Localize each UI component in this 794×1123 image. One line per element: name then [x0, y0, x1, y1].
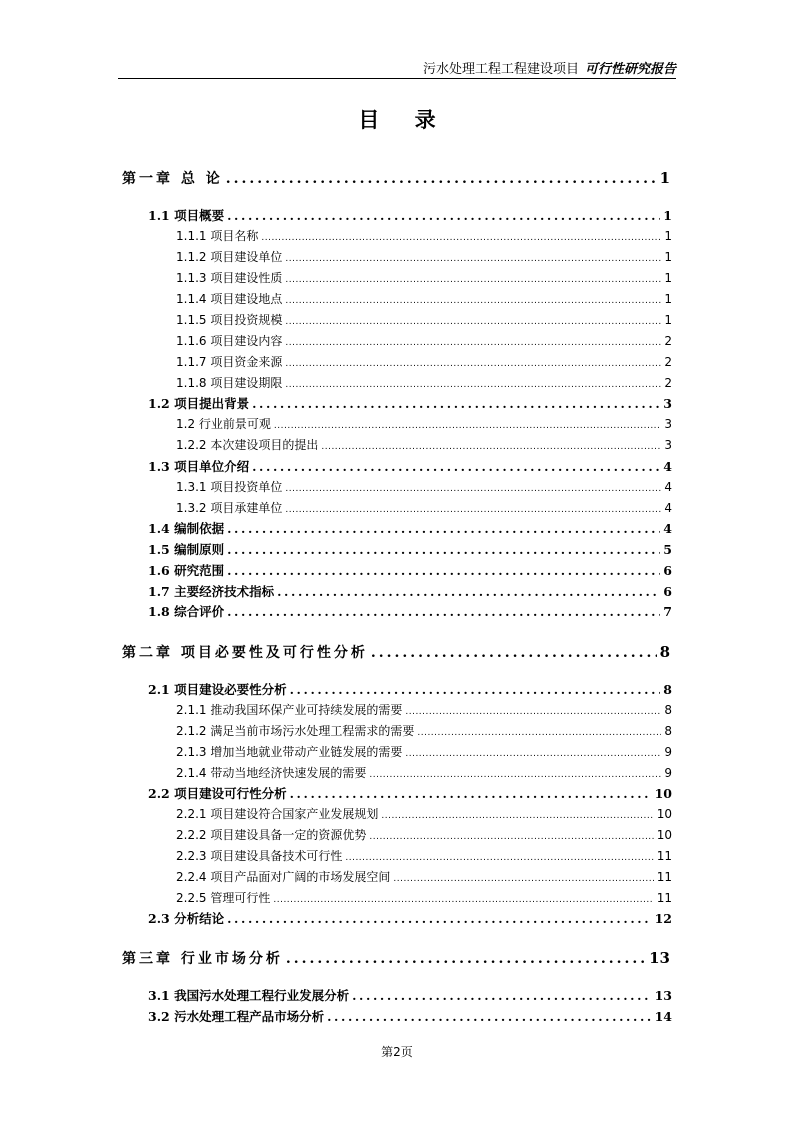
toc-entry-page: 8: [664, 703, 672, 717]
toc-entry-sub[interactable]: [176, 826, 672, 843]
toc-entry-sec[interactable]: [148, 1007, 672, 1025]
toc-entry-chapter[interactable]: [122, 642, 670, 662]
toc-entry-page: 9: [664, 766, 672, 780]
toc-dot-leader: [369, 770, 661, 780]
toc-entry-sec[interactable]: [148, 909, 672, 927]
toc-entry-page: 13: [654, 988, 672, 1003]
toc-dot-leader: [327, 1009, 651, 1024]
toc-entry-sub[interactable]: [176, 722, 672, 739]
toc-entry-label: 1.1.4 项目建设地点: [176, 292, 283, 306]
toc-entry-page: 3: [664, 438, 672, 452]
toc-dot-leader: [285, 380, 661, 390]
toc-dot-leader: [290, 682, 661, 697]
toc-dot-leader: [290, 786, 652, 801]
toc-entry-label: 第一章 总 论: [122, 171, 223, 187]
toc-entry-sub[interactable]: [176, 701, 672, 718]
toc-entry-label: 2.1.4 带动当地经济快速发展的需要: [176, 766, 367, 780]
toc-dot-leader: [285, 254, 661, 264]
toc-entry-page: 8: [664, 724, 672, 738]
toc-dot-leader: [286, 951, 646, 967]
toc-entry-page: 8: [659, 643, 670, 661]
toc-dot-leader: [371, 645, 657, 661]
toc-entry-label: 1.8 综合评价: [148, 604, 225, 619]
toc-dot-leader: [227, 604, 660, 619]
toc-entry-label: 1.2 项目提出背景: [148, 396, 250, 411]
toc-entry-label: 1.1 项目概要: [148, 208, 225, 223]
toc-entry-page: 11: [656, 891, 672, 905]
toc-entry-sec[interactable]: [148, 986, 672, 1004]
toc-entry-label: 1.5 编制原则: [148, 542, 225, 557]
toc-entry-sec[interactable]: [148, 784, 672, 802]
toc-entry-label: 1.1.5 项目投资规模: [176, 313, 283, 327]
toc-entry-label: 2.2.5 管理可行性: [176, 891, 271, 905]
toc-entry-page: 1: [664, 250, 672, 264]
toc-entry-page: 4: [664, 480, 672, 494]
toc-dot-leader: [285, 359, 661, 369]
toc-entry-chapter[interactable]: [122, 168, 670, 188]
page-number: 第2页: [381, 1045, 413, 1059]
toc-entry-label: 2.1 项目建设必要性分析: [148, 682, 287, 697]
toc-entry-page: 1: [664, 313, 672, 327]
toc-entry-sub[interactable]: [176, 805, 672, 822]
toc-entry-page: 2: [664, 355, 672, 369]
toc-entry-sub[interactable]: [176, 269, 672, 286]
toc-entry-label: 1.7 主要经济技术指标: [148, 584, 275, 599]
toc-dot-leader: [227, 521, 660, 536]
toc-entry-sub[interactable]: [176, 889, 672, 906]
toc-entry-sub[interactable]: [176, 332, 672, 349]
toc-dot-leader: [252, 459, 660, 474]
toc-entry-label: 1.3.1 项目投资单位: [176, 480, 283, 494]
toc-entry-page: 3: [663, 396, 672, 411]
toc-entry-label: 1.2.2 本次建设项目的提出: [176, 438, 319, 452]
toc-dot-leader: [352, 988, 651, 1003]
toc-entry-sec[interactable]: [148, 561, 672, 579]
toc-entry-sub[interactable]: [176, 868, 672, 885]
toc-dot-leader: [321, 442, 661, 452]
toc-entry-label: 2.2.2 项目建设具备一定的资源优势: [176, 828, 367, 842]
toc-entry-label: 第三章 行业市场分析: [122, 951, 283, 967]
toc-entry-page: 6: [663, 563, 672, 578]
toc-entry-page: 2: [664, 376, 672, 390]
toc-entry-label: 1.1.2 项目建设单位: [176, 250, 283, 264]
toc-dot-leader: [252, 396, 660, 411]
toc-dot-leader: [273, 895, 653, 905]
toc-entry-label: 2.2.1 项目建设符合国家产业发展规划: [176, 807, 379, 821]
toc-dot-leader: [285, 275, 661, 285]
toc-dot-leader: [417, 728, 661, 738]
toc-entry-page: 7: [663, 604, 672, 619]
toc-entry-sub[interactable]: [176, 353, 672, 370]
toc-dot-leader: [285, 317, 661, 327]
toc-entry-page: 11: [656, 849, 672, 863]
toc-entry-page: 4: [664, 501, 672, 515]
toc-entry-page: 5: [663, 542, 672, 557]
toc-entry-sec[interactable]: [148, 680, 672, 698]
toc-entry-label: 2.1.2 满足当前市场污水处理工程需求的需要: [176, 724, 415, 738]
toc-entry-page: 13: [649, 949, 670, 967]
toc-entry-label: 1.1.1 项目名称: [176, 229, 259, 243]
toc-entry-label: 1.1.7 项目资金来源: [176, 355, 283, 369]
toc-dot-leader: [227, 563, 660, 578]
toc-entry-page: 14: [654, 1009, 672, 1024]
toc-dot-leader: [285, 484, 661, 494]
toc-dot-leader: [261, 233, 661, 243]
toc-dot-leader: [227, 911, 651, 926]
toc-entry-sec[interactable]: [148, 602, 672, 620]
toc-entry-sec[interactable]: [148, 457, 672, 475]
toc-entry-label: 1.4 编制依据: [148, 521, 225, 536]
toc-entry-page: 10: [656, 828, 672, 842]
toc-dot-leader: [405, 749, 661, 759]
toc-entry-page: 8: [663, 682, 672, 697]
toc-dot-leader: [369, 832, 653, 842]
toc-entry-sub[interactable]: [176, 311, 672, 328]
toc-entry-page: 2: [664, 334, 672, 348]
toc-entry-sec[interactable]: [148, 519, 672, 537]
toc-entry-page: 12: [654, 911, 672, 926]
toc-entry-label: 第二章 项目必要性及可行性分析: [122, 645, 368, 661]
toc-dot-leader: [381, 811, 653, 821]
toc-entry-page: 1: [664, 292, 672, 306]
toc-entry-label: 3.1 我国污水处理工程行业发展分析: [148, 988, 350, 1003]
toc-entry-label: 1.3 项目单位介绍: [148, 459, 250, 474]
toc-dot-leader: [227, 208, 660, 223]
toc-dot-leader: [405, 707, 661, 717]
toc-entry-page: 1: [663, 208, 672, 223]
toc-entry-page: 4: [663, 521, 672, 536]
toc-entry-page: 6: [663, 584, 672, 599]
toc-entry-page: 9: [664, 745, 672, 759]
toc-dot-leader: [285, 338, 661, 348]
toc-entry-sub[interactable]: [176, 227, 672, 244]
toc-entry-label: 1.1.8 项目建设期限: [176, 376, 283, 390]
toc-entry-sec[interactable]: [148, 394, 672, 412]
toc-entry-label: 3.2 污水处理工程产品市场分析: [148, 1009, 325, 1024]
toc-entry-page: 10: [656, 807, 672, 821]
toc-entry-sub[interactable]: [176, 743, 672, 760]
toc-entry-label: 1.1.6 项目建设内容: [176, 334, 283, 348]
toc-entry-label: 2.3 分析结论: [148, 911, 225, 926]
toc-dot-leader: [277, 584, 660, 599]
toc-dot-leader: [345, 853, 653, 863]
toc-entry-sub[interactable]: [176, 478, 672, 495]
toc-entry-sub[interactable]: [176, 764, 672, 781]
toc-entry-sec[interactable]: [148, 540, 672, 558]
toc-dot-leader: [393, 874, 653, 884]
toc-entry-sub[interactable]: [176, 248, 672, 265]
toc-entry-sec[interactable]: [148, 582, 672, 600]
toc-entry-page: 1: [664, 271, 672, 285]
toc-entry-sub[interactable]: [176, 374, 672, 391]
toc-title: 目 录: [358, 107, 450, 132]
toc-entry-label: 2.1.1 推动我国环保产业可持续发展的需要: [176, 703, 403, 717]
toc-dot-leader: [285, 296, 661, 306]
toc-dot-leader: [227, 542, 660, 557]
toc-entry-sub[interactable]: [176, 499, 672, 516]
toc-entry-label: 2.1.3 增加当地就业带动产业链发展的需要: [176, 745, 403, 759]
toc-entry-label: 1.3.2 项目承建单位: [176, 501, 283, 515]
toc-entry-label: 2.2.4 项目产品面对广阔的市场发展空间: [176, 870, 391, 884]
toc-entry-sub[interactable]: [176, 436, 672, 453]
toc-entry-page: 10: [654, 786, 672, 801]
header-subtitle: 可行性研究报告: [584, 62, 676, 77]
toc-entry-sec[interactable]: [148, 206, 672, 224]
toc-entry-page: 3: [664, 417, 672, 431]
toc-dot-leader: [274, 421, 661, 431]
toc-entry-page: 1: [664, 229, 672, 243]
toc-entry-label: 1.6 研究范围: [148, 563, 225, 578]
toc-dot-leader: [285, 505, 661, 515]
toc-entry-sub[interactable]: [176, 847, 672, 864]
toc-entry-label: 1.2 行业前景可观: [176, 417, 271, 431]
toc-entry-page: 4: [663, 459, 672, 474]
toc-entry-chapter[interactable]: [122, 948, 670, 968]
toc-entry-sub[interactable]: [176, 290, 672, 307]
toc-dot-leader: [226, 171, 657, 187]
header-title: 污水处理工程工程建设项目: [422, 62, 579, 77]
toc-entry-page: 11: [656, 870, 672, 884]
toc-entry-label: 1.1.3 项目建设性质: [176, 271, 283, 285]
toc-entry-page: 1: [659, 169, 670, 187]
toc-entry-label: 2.2 项目建设可行性分析: [148, 786, 287, 801]
toc-entry-sub[interactable]: [176, 415, 672, 432]
toc-entry-label: 2.2.3 项目建设具备技术可行性: [176, 849, 343, 863]
